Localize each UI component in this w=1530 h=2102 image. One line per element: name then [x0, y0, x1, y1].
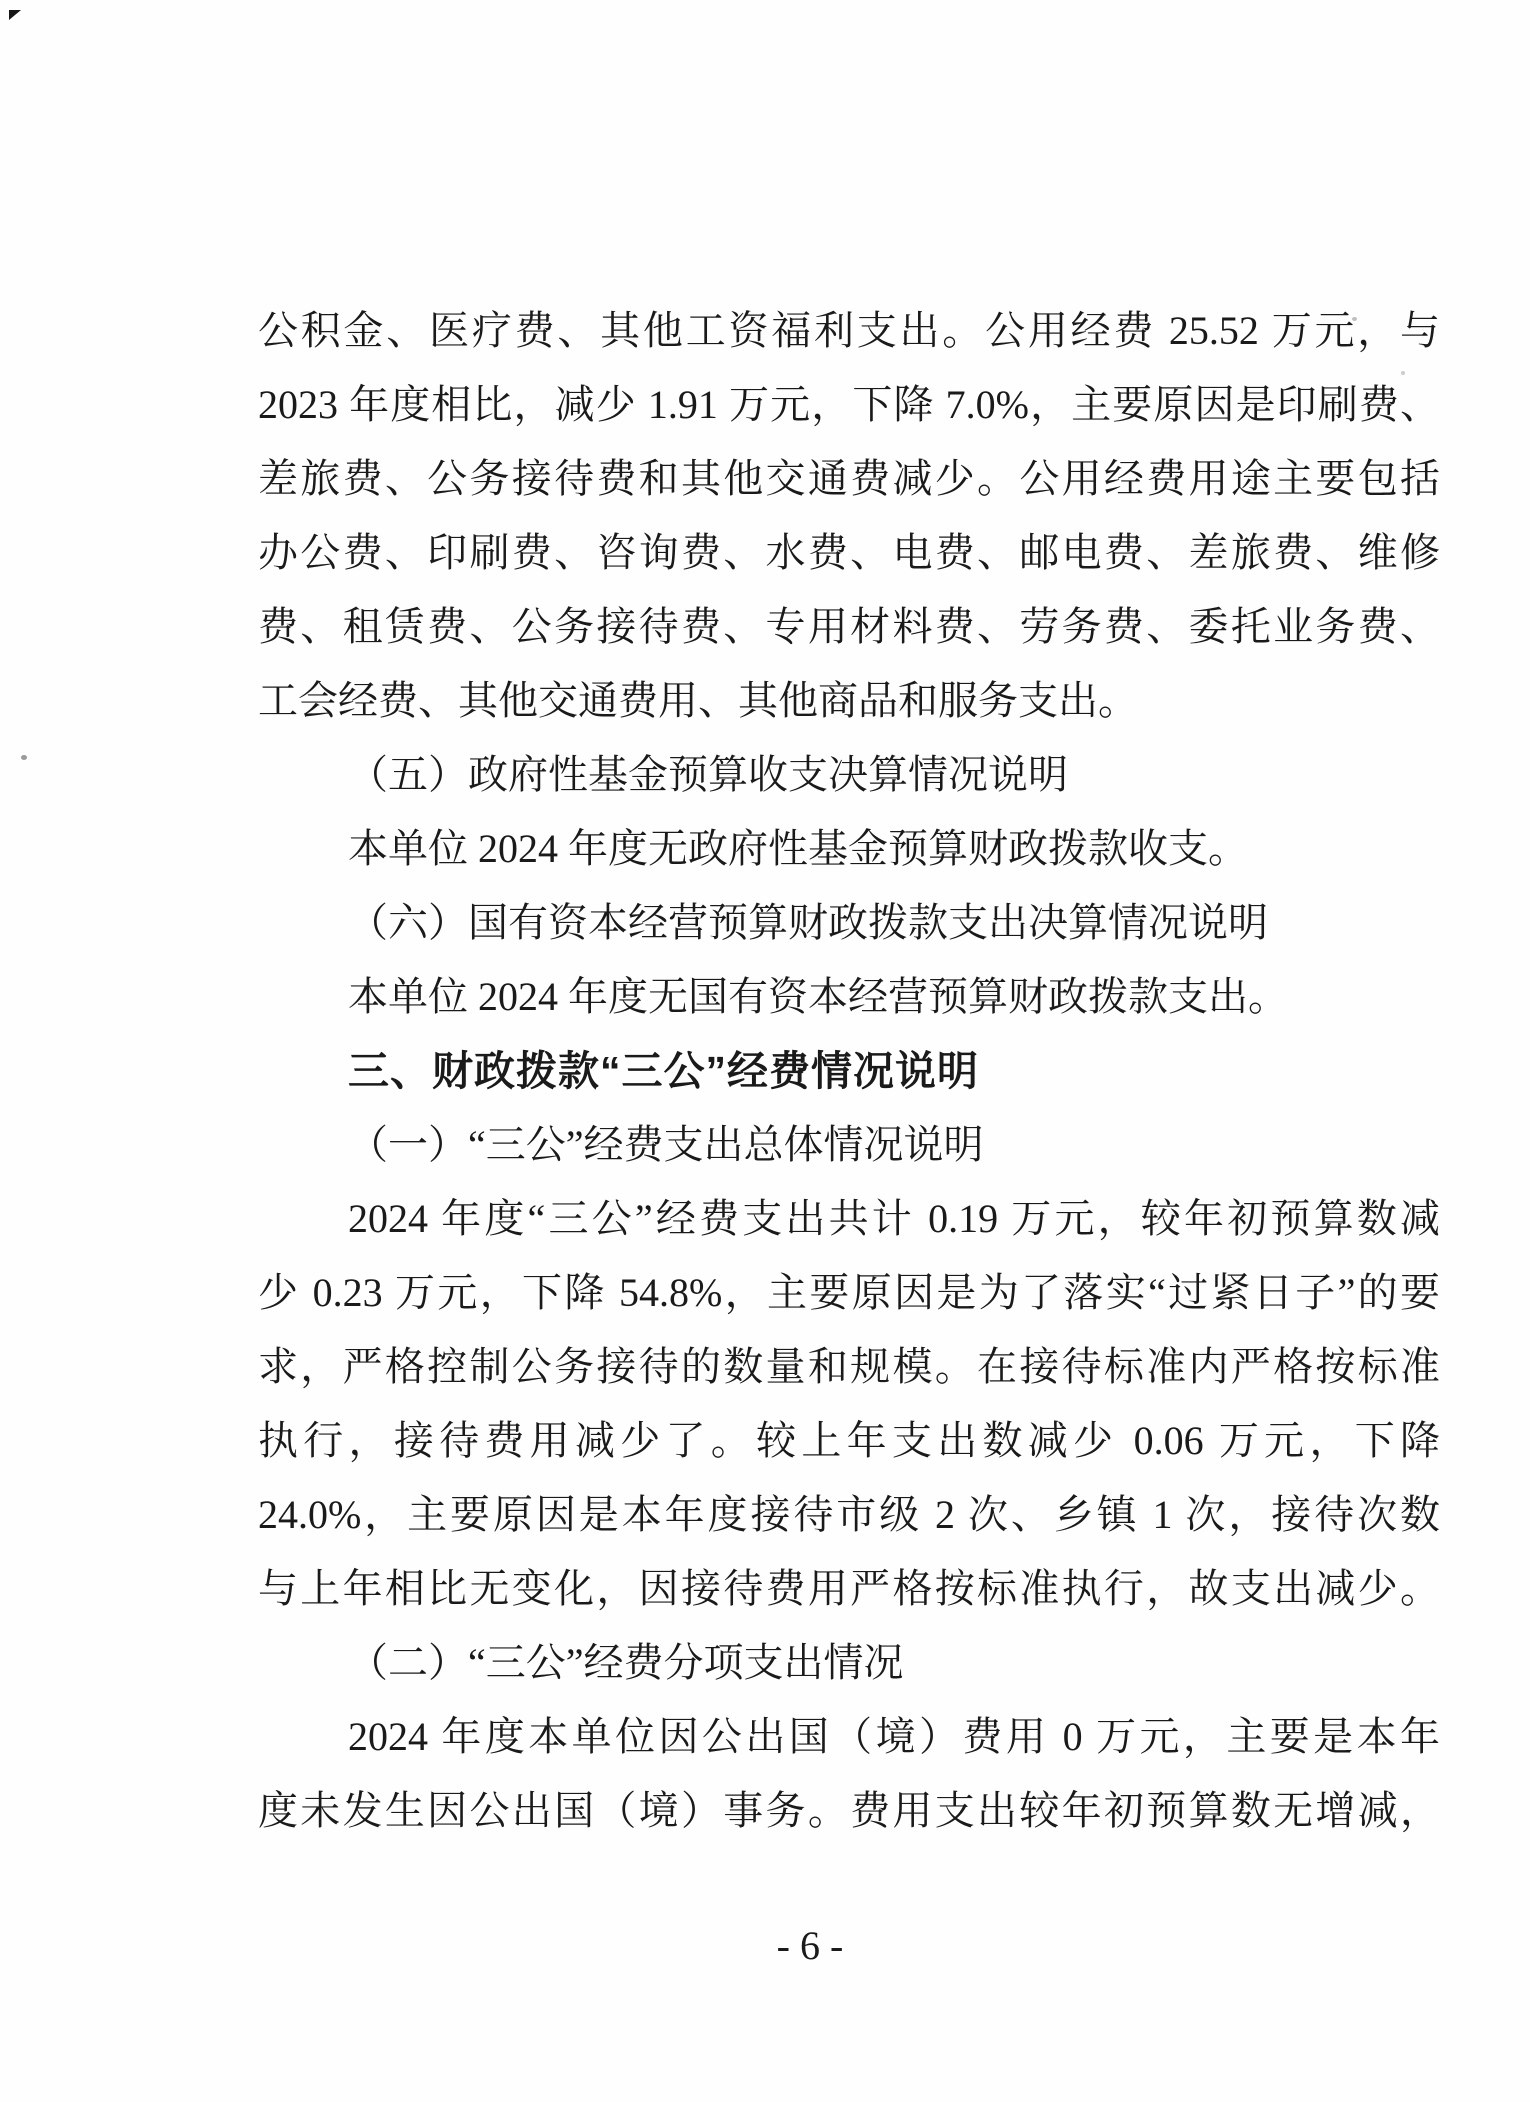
text-line: 24.0%，主要原因是本年度接待市级 2 次、乡镇 1 次，接待次数 — [258, 1492, 1440, 1537]
text-line: （六）国有资本经营预算财政拨款支出决算情况说明 — [348, 900, 1268, 945]
scan-speck — [21, 755, 27, 760]
text-line: （五）政府性基金预算收支决算情况说明 — [348, 752, 1068, 797]
text-line: 2024 年度本单位因公出国（境）费用 0 万元，主要是本年 — [348, 1714, 1440, 1759]
text-line: 公积金、医疗费、其他工资福利支出。公用经费 25.52 万元，与 — [258, 308, 1440, 353]
page-number: - 6 - — [776, 1923, 844, 1968]
section-heading: 三、财政拨款“三公”经费情况说明 — [348, 1048, 979, 1094]
text-line: （二）“三公”经费分项支出情况 — [348, 1640, 904, 1685]
text-line: 本单位 2024 年度无国有资本经营预算财政拨款支出。 — [348, 974, 1288, 1019]
text-line: 2024 年度“三公”经费支出共计 0.19 万元，较年初预算数减 — [348, 1196, 1440, 1241]
document-body — [258, 294, 1440, 1848]
text-line: 少 0.23 万元，下降 54.8%，主要原因是为了落实“过紧日子”的要 — [258, 1270, 1440, 1315]
text-line: 执行，接待费用减少了。较上年支出数减少 0.06 万元，下降 — [258, 1418, 1440, 1463]
text-line: 求，严格控制公务接待的数量和规模。在接待标准内严格按标准 — [258, 1344, 1440, 1389]
text-line: 度未发生因公出国（境）事务。费用支出较年初预算数无增减， — [258, 1788, 1440, 1833]
text-line: （一）“三公”经费支出总体情况说明 — [348, 1122, 984, 1167]
text-line: 与上年相比无变化，因接待费用严格按标准执行，故支出减少。 — [258, 1566, 1440, 1611]
text-line: 办公费、印刷费、咨询费、水费、电费、邮电费、差旅费、维修 — [258, 530, 1440, 575]
text-line: 费、租赁费、公务接待费、专用材料费、劳务费、委托业务费、 — [258, 604, 1440, 649]
text-line: 差旅费、公务接待费和其他交通费减少。公用经费用途主要包括 — [258, 456, 1440, 501]
text-line: 2023 年度相比，减少 1.91 万元，下降 7.0%，主要原因是印刷费、 — [258, 382, 1440, 427]
text-line: 本单位 2024 年度无政府性基金预算财政拨款收支。 — [348, 826, 1248, 871]
text-line: 工会经费、其他交通费用、其他商品和服务支出。 — [258, 678, 1138, 723]
scan-speck-corner — [9, 10, 21, 20]
